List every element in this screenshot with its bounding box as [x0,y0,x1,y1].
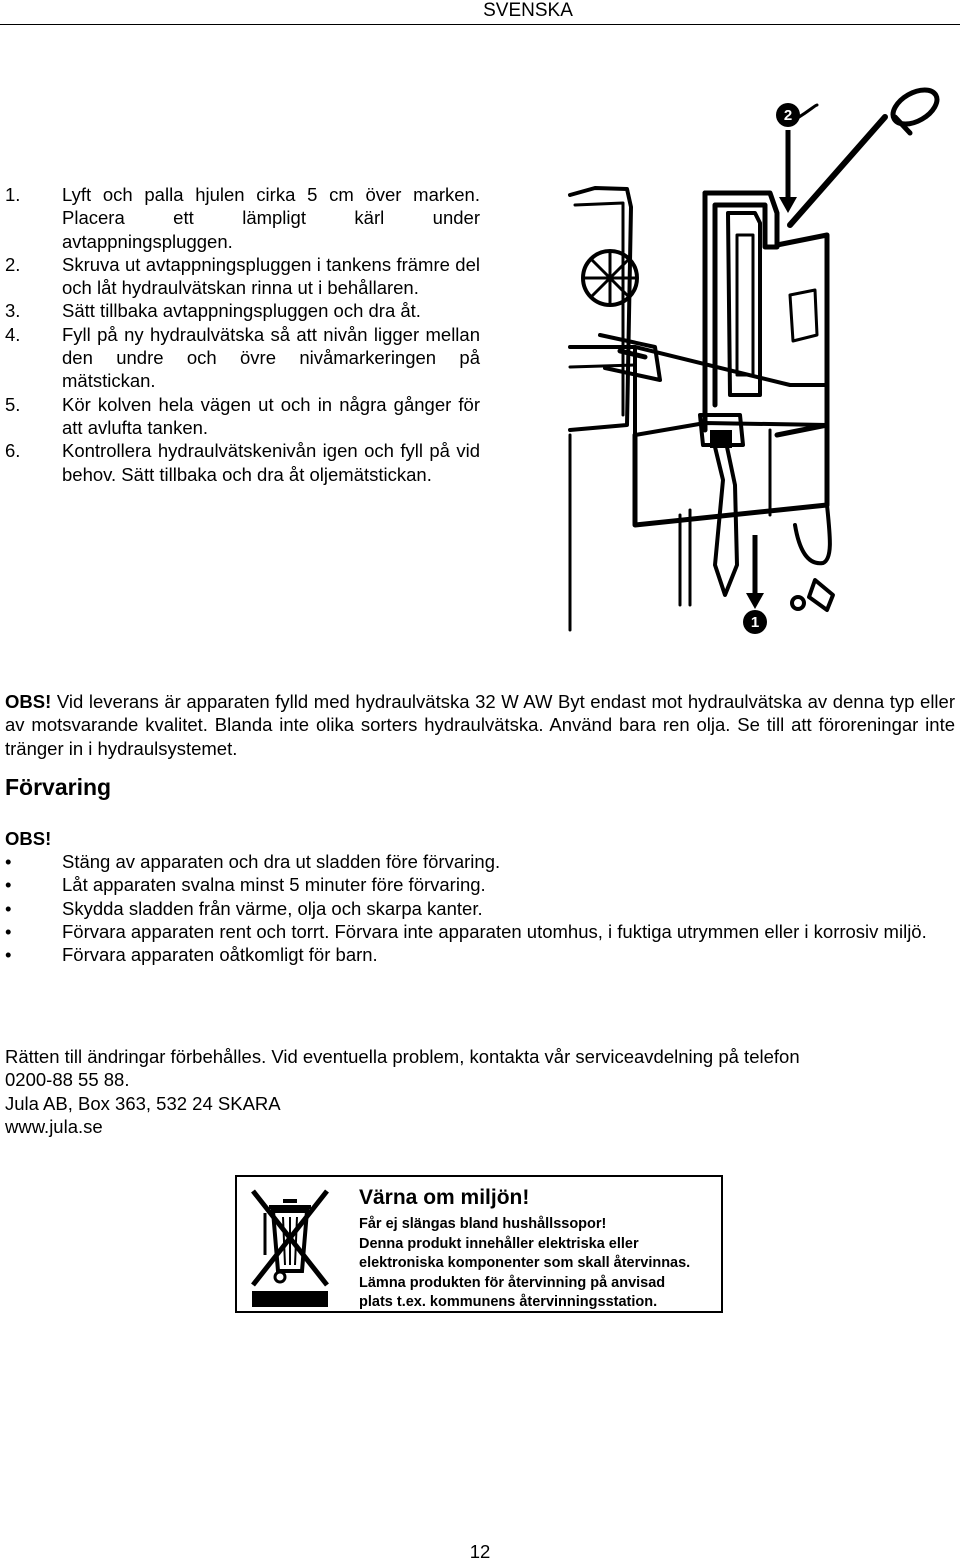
recycling-notice [235,1175,723,1313]
maintenance-steps [5,183,480,486]
step-number: 5. [5,393,21,415]
page-number: 12 [469,1541,491,1562]
page-header [0,0,960,25]
list-item [5,873,955,896]
step-number: 4. [5,323,21,345]
step-text: Sätt tillbaka avtappningspluggen och dra åt. [62,300,421,322]
step-number: 3. [5,300,21,322]
section-title-storage: Förvaring [5,774,112,800]
contact-info [5,1045,955,1138]
hydraulic-jack-illustration [565,85,960,645]
obs-paragraph [5,690,955,760]
recycling-line: Lämna produkten för återvinning på anvisad [359,1274,666,1291]
obs-text: Vid leverans är apparaten fylld med hydraulvätska 32 W AW Byt endast mot hydraulvätska av denna typ eller av motsvarande kvalitet. Blanda inte olika sorters hydraulvätska. Använd bara ren olja. Se till att föroreningar inte tränger in i hydraulsystemet. [5,691,955,759]
list-item [5,943,955,966]
list-item-text: Låt apparaten svalna minst 5 minuter före förvaring. [62,874,486,896]
step-text: Kör kolven hela vägen ut och in några gånger för att avlufta tanken. [62,393,480,438]
bullet-icon: • [5,851,12,872]
recycling-line: elektroniska komponenter som skall återvinnas. [359,1255,691,1271]
contact-disclaimer: Rätten till ändringar förbehålles. Vid eventuella problem, kontakta vår serviceavdelning på telefon [5,1046,800,1067]
contact-address: Jula AB, Box 363, 532 24 SKARA [5,1092,281,1114]
step-item [5,439,480,486]
step-item [5,253,480,300]
step-item [5,393,480,440]
bullet-icon: • [5,920,12,942]
step-text: Fyll på ny hydraulvätska så att nivån ligger mellan den undre och övre nivåmarkeringen på mätstickan. [62,323,480,392]
header-language: SVENSKA [483,0,573,21]
list-item-text: Skydda sladden från värme, olja och skarpa kanter. [62,897,483,919]
list-item [5,897,955,920]
step-text: Kontrollera hydraulvätskenivån igen och fyll på vid behov. Sätt tillbaka och dra åt oljemätstickan. [62,440,480,485]
list-item [5,850,955,873]
contact-phone: 0200-88 55 88. [5,1069,130,1091]
step-number: 6. [5,440,21,462]
storage-obs-label: OBS! [5,828,52,849]
contact-website: www.jula.se [5,1115,103,1137]
list-item-text: Stäng av apparaten och dra ut sladden före förvaring. [62,851,501,872]
bullet-icon: • [5,944,12,966]
callout-label-2: 2 [783,107,793,124]
step-text: Skruva ut avtappningspluggen i tankens främre del och låt hydraulvätskan rinna ut i behållaren. [62,253,480,299]
step-item [5,323,480,393]
list-item [5,920,955,943]
step-number: 2. [5,253,21,275]
bullet-icon: • [5,874,12,896]
list-item-text: Förvara apparaten rent och torrt. Förvara inte apparaten utomhus, i fuktiga utrymmen eller i korrosiv miljö. [62,920,927,942]
obs-label: OBS! [5,691,52,712]
callout-label-1: 1 [750,614,760,631]
recycling-line: plats t.ex. kommunens återvinningsstation. [359,1294,658,1310]
recycling-line: Denna produkt innehåller elektriska eller [359,1235,639,1252]
step-item [5,299,480,322]
recycling-line: Får ej slängas bland hushållssopor! [359,1216,607,1232]
crossed-bin-icon [247,1185,333,1309]
storage-list [5,850,955,966]
step-text: Lyft och palla hjulen cirka 5 cm över marken. Placera ett lämpligt kärl under avtappningspluggen. [62,184,480,252]
step-item [5,183,480,253]
step-number: 1. [5,184,21,205]
list-item-text: Förvara apparaten oåtkomligt för barn. [62,944,378,966]
recycling-text [359,1215,690,1313]
bullet-icon: • [5,897,12,919]
recycling-title: Värna om miljön! [359,1186,530,1209]
